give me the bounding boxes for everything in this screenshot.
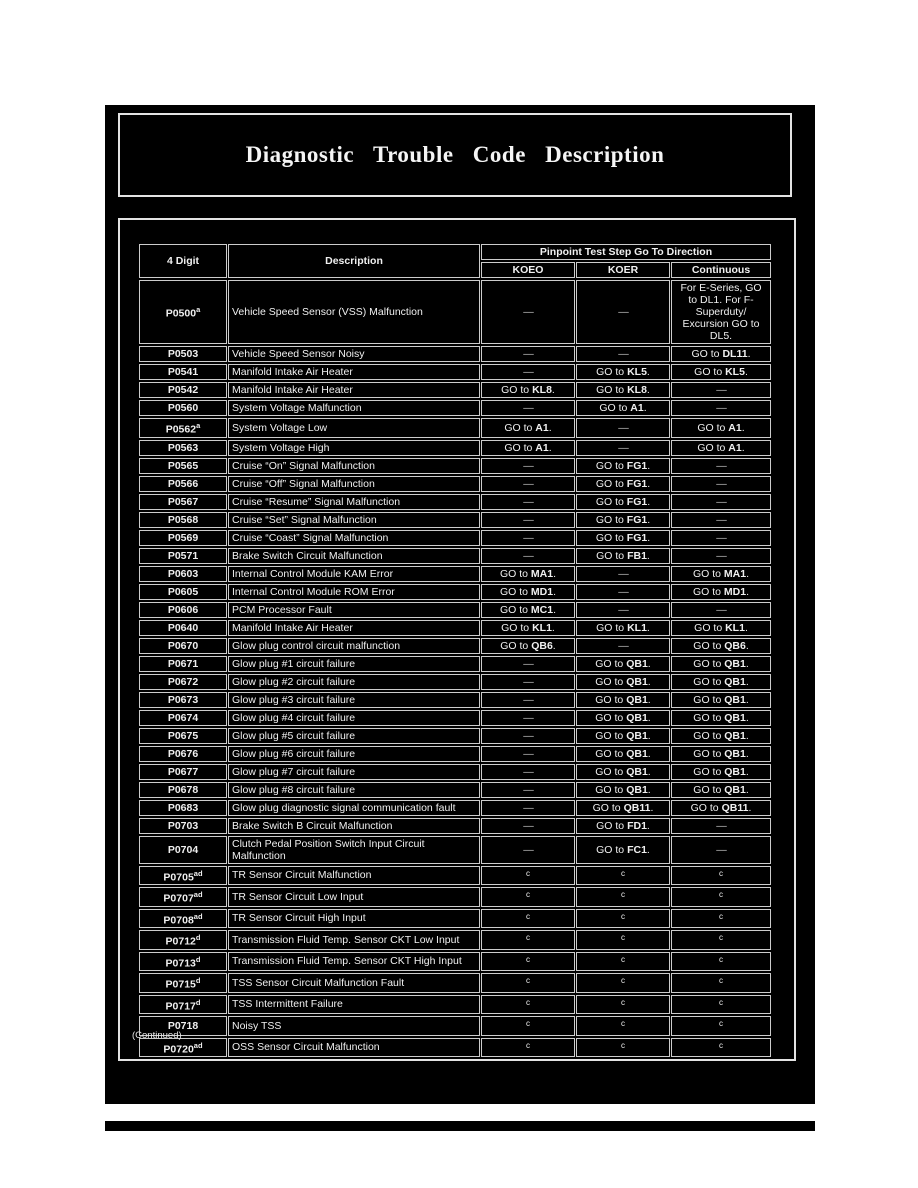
table-row	[139, 1016, 771, 1036]
continuous-cell: —	[671, 494, 771, 510]
table-row	[139, 494, 771, 510]
continuous-cell: c	[671, 995, 771, 1015]
code-cell: $P0705^{ad}$	[139, 866, 227, 886]
continuous-cell: c	[671, 1016, 771, 1036]
code-cell: P0703	[139, 818, 227, 834]
continuous-cell: GO to MA1.	[671, 566, 771, 582]
koer-cell: GO to KL5.	[576, 364, 670, 380]
code-cell: $P0720^{ad}$	[139, 1038, 227, 1058]
table-row	[139, 782, 771, 798]
description-cell: TR Sensor Circuit Low Input	[228, 887, 480, 907]
description-cell: Vehicle Speed Sensor (VSS) Malfunction	[228, 280, 480, 344]
description-cell: Manifold Intake Air Heater	[228, 620, 480, 636]
description-cell: Glow plug diagnostic signal communication fault	[228, 800, 480, 816]
code-cell: P0571	[139, 548, 227, 564]
koer-cell: c	[576, 887, 670, 907]
koer-cell: c	[576, 930, 670, 950]
koeo-cell: —	[481, 476, 575, 492]
description-cell: Transmission Fluid Temp. Sensor CKT High Input	[228, 952, 480, 972]
koer-cell: GO to A1.	[576, 400, 670, 416]
code-cell: P0670	[139, 638, 227, 654]
column-header-description: Description	[228, 244, 480, 278]
table-row	[139, 764, 771, 780]
description-cell: Internal Control Module KAM Error	[228, 566, 480, 582]
continuous-cell: GO to QB1.	[671, 746, 771, 762]
code-cell: P0566	[139, 476, 227, 492]
continuous-cell: GO to KL5.	[671, 364, 771, 380]
continuous-cell: c	[671, 909, 771, 929]
page-title: Diagnostic Trouble Code Description	[245, 142, 665, 167]
continuous-cell: GO to A1.	[671, 418, 771, 438]
koer-cell: c	[576, 866, 670, 886]
continuous-cell: —	[671, 458, 771, 474]
koer-cell: —	[576, 638, 670, 654]
description-cell: Internal Control Module ROM Error	[228, 584, 480, 600]
description-cell: Cruise “Resume” Signal Malfunction	[228, 494, 480, 510]
continuous-cell: —	[671, 548, 771, 564]
code-cell: P0541	[139, 364, 227, 380]
koer-cell: c	[576, 952, 670, 972]
table-row	[139, 952, 771, 972]
table-box	[118, 218, 796, 1061]
code-cell: P0569	[139, 530, 227, 546]
table-row	[139, 476, 771, 492]
table-row	[139, 800, 771, 816]
code-cell: P0676	[139, 746, 227, 762]
continuous-cell: c	[671, 952, 771, 972]
code-cell: P0567	[139, 494, 227, 510]
column-header-koeo: KOEO	[481, 262, 575, 278]
koeo-cell: —	[481, 458, 575, 474]
description-cell: Glow plug #4 circuit failure	[228, 710, 480, 726]
title-box	[118, 113, 792, 197]
continuous-cell: c	[671, 973, 771, 993]
koeo-cell: GO to QB6.	[481, 638, 575, 654]
continuous-cell: GO to QB1.	[671, 692, 771, 708]
column-header-code: 4 Digit	[139, 244, 227, 278]
koer-cell: c	[576, 995, 670, 1015]
description-cell: Glow plug #1 circuit failure	[228, 656, 480, 672]
table-row	[139, 458, 771, 474]
continuous-cell: GO to QB6.	[671, 638, 771, 654]
continuous-cell: —	[671, 530, 771, 546]
table-row	[139, 566, 771, 582]
table-row	[139, 836, 771, 864]
code-cell: P0500$^a$	[139, 280, 227, 344]
koeo-cell: —	[481, 364, 575, 380]
koeo-cell: c	[481, 909, 575, 929]
code-cell: P0674	[139, 710, 227, 726]
continuous-cell: GO to MD1.	[671, 584, 771, 600]
koer-cell: —	[576, 418, 670, 438]
continuous-cell: c	[671, 887, 771, 907]
koeo-cell: —	[481, 800, 575, 816]
koeo-cell: GO to KL1.	[481, 620, 575, 636]
code-cell: P0712$^d$	[139, 930, 227, 950]
code-cell: P0717$^d$	[139, 995, 227, 1015]
koer-cell: GO to QB1.	[576, 710, 670, 726]
koer-cell: —	[576, 584, 670, 600]
koeo-cell: —	[481, 494, 575, 510]
continuous-cell: —	[671, 602, 771, 618]
koer-cell: GO to QB1.	[576, 674, 670, 690]
code-cell: $P0708^{ad}$	[139, 909, 227, 929]
code-cell: P0560	[139, 400, 227, 416]
code-cell: P0683	[139, 800, 227, 816]
table-row	[139, 909, 771, 929]
koeo-cell: GO to MC1.	[481, 602, 575, 618]
koer-cell: —	[576, 566, 670, 582]
code-cell: P0715$^d$	[139, 973, 227, 993]
description-cell: OSS Sensor Circuit Malfunction	[228, 1038, 480, 1058]
table-row	[139, 973, 771, 993]
table-header-row-group	[139, 244, 771, 260]
continuous-cell: —	[671, 836, 771, 864]
koer-cell: GO to KL8.	[576, 382, 670, 398]
continuous-cell: —	[671, 512, 771, 528]
description-cell: Glow plug #3 circuit failure	[228, 692, 480, 708]
koeo-cell: c	[481, 866, 575, 886]
table-row	[139, 602, 771, 618]
koeo-cell: —	[481, 512, 575, 528]
code-cell: P0678	[139, 782, 227, 798]
code-cell: P0640	[139, 620, 227, 636]
continuous-cell: GO to QB1.	[671, 782, 771, 798]
koeo-cell: —	[481, 530, 575, 546]
continuous-cell: GO to QB11.	[671, 800, 771, 816]
koer-cell: c	[576, 973, 670, 993]
description-cell: TR Sensor Circuit High Input	[228, 909, 480, 929]
code-cell: P0568	[139, 512, 227, 528]
table-row	[139, 346, 771, 362]
koer-cell: GO to QB1.	[576, 728, 670, 744]
koeo-cell: —	[481, 548, 575, 564]
table-row	[139, 620, 771, 636]
description-cell: Glow plug control circuit malfunction	[228, 638, 480, 654]
koeo-cell: —	[481, 280, 575, 344]
koer-cell: c	[576, 1038, 670, 1058]
description-cell: Brake Switch B Circuit Malfunction	[228, 818, 480, 834]
koer-cell: —	[576, 280, 670, 344]
table-row	[139, 418, 771, 438]
code-cell: P0565	[139, 458, 227, 474]
continuous-cell: c	[671, 930, 771, 950]
koeo-cell: GO to A1.	[481, 418, 575, 438]
table-row	[139, 674, 771, 690]
koeo-cell: GO to KL8.	[481, 382, 575, 398]
koer-cell: GO to QB1.	[576, 656, 670, 672]
koeo-cell: c	[481, 887, 575, 907]
code-cell: P0704	[139, 836, 227, 864]
dtc-table	[138, 242, 772, 1059]
koeo-cell: —	[481, 728, 575, 744]
table-row	[139, 656, 771, 672]
koeo-cell: GO to MD1.	[481, 584, 575, 600]
koer-cell: GO to QB1.	[576, 764, 670, 780]
description-cell: System Voltage Malfunction	[228, 400, 480, 416]
table-row	[139, 280, 771, 344]
code-cell: P0605	[139, 584, 227, 600]
continuous-cell: GO to QB1.	[671, 674, 771, 690]
table-row	[139, 710, 771, 726]
table-row	[139, 530, 771, 546]
footer-divider-bar	[105, 1121, 815, 1131]
code-cell: P0606	[139, 602, 227, 618]
description-cell: Glow plug #7 circuit failure	[228, 764, 480, 780]
code-cell: P0718	[139, 1016, 227, 1036]
code-cell: P0563	[139, 440, 227, 456]
koer-cell: GO to FG1.	[576, 530, 670, 546]
description-cell: Cruise “Set” Signal Malfunction	[228, 512, 480, 528]
table-row	[139, 866, 771, 886]
table-row	[139, 512, 771, 528]
koer-cell: c	[576, 909, 670, 929]
code-cell: P0562$^a$	[139, 418, 227, 438]
code-cell: P0603	[139, 566, 227, 582]
column-header-koer: KOER	[576, 262, 670, 278]
koer-cell: GO to FG1.	[576, 476, 670, 492]
continuous-cell: GO to A1.	[671, 440, 771, 456]
continuous-cell: c	[671, 866, 771, 886]
code-cell: P0677	[139, 764, 227, 780]
table-row	[139, 746, 771, 762]
continuous-cell: GO to QB1.	[671, 656, 771, 672]
table-row	[139, 638, 771, 654]
koer-cell: —	[576, 602, 670, 618]
koer-cell: GO to QB11.	[576, 800, 670, 816]
description-cell: System Voltage High	[228, 440, 480, 456]
description-cell: Manifold Intake Air Heater	[228, 382, 480, 398]
table-row	[139, 548, 771, 564]
koeo-cell: —	[481, 656, 575, 672]
continuous-cell: —	[671, 382, 771, 398]
description-cell: TSS Intermittent Failure	[228, 995, 480, 1015]
table-row	[139, 692, 771, 708]
scanned-page	[105, 105, 815, 1104]
koeo-cell: —	[481, 710, 575, 726]
koeo-cell: c	[481, 1016, 575, 1036]
table-row	[139, 818, 771, 834]
koer-cell: —	[576, 440, 670, 456]
code-cell: $P0707^{ad}$	[139, 887, 227, 907]
code-cell: P0673	[139, 692, 227, 708]
description-cell: Manifold Intake Air Heater	[228, 364, 480, 380]
description-cell: Clutch Pedal Position Switch Input Circuit Malfunction	[228, 836, 480, 864]
koeo-cell: c	[481, 1038, 575, 1058]
table-row	[139, 887, 771, 907]
continuous-cell: —	[671, 400, 771, 416]
table-row	[139, 440, 771, 456]
table-row	[139, 584, 771, 600]
column-header-continuous: Continuous	[671, 262, 771, 278]
koer-cell: GO to QB1.	[576, 692, 670, 708]
koeo-cell: —	[481, 692, 575, 708]
koer-cell: GO to FG1.	[576, 494, 670, 510]
table-body	[139, 280, 771, 1057]
description-cell: TR Sensor Circuit Malfunction	[228, 866, 480, 886]
continued-note: (Continued)	[132, 1030, 182, 1041]
continuous-cell: GO to QB1.	[671, 710, 771, 726]
table-row	[139, 995, 771, 1015]
koer-cell: GO to FG1.	[576, 512, 670, 528]
description-cell: Glow plug #8 circuit failure	[228, 782, 480, 798]
koeo-cell: —	[481, 836, 575, 864]
description-cell: Brake Switch Circuit Malfunction	[228, 548, 480, 564]
koeo-cell: —	[481, 746, 575, 762]
description-cell: TSS Sensor Circuit Malfunction Fault	[228, 973, 480, 993]
continuous-cell: c	[671, 1038, 771, 1058]
description-cell: Glow plug #5 circuit failure	[228, 728, 480, 744]
description-cell: PCM Processor Fault	[228, 602, 480, 618]
koer-cell: GO to QB1.	[576, 782, 670, 798]
description-cell: Transmission Fluid Temp. Sensor CKT Low Input	[228, 930, 480, 950]
koer-cell: GO to KL1.	[576, 620, 670, 636]
continuous-cell: GO to KL1.	[671, 620, 771, 636]
continuous-cell: GO to QB1.	[671, 764, 771, 780]
continuous-cell: For E-Series, GO to DL1. For F-Superduty/ Excursion GO to DL5.	[671, 280, 771, 344]
koeo-cell: GO to A1.	[481, 440, 575, 456]
koer-cell: GO to FC1.	[576, 836, 670, 864]
table-row	[139, 364, 771, 380]
description-cell: Glow plug #6 circuit failure	[228, 746, 480, 762]
koeo-cell: c	[481, 952, 575, 972]
koeo-cell: —	[481, 818, 575, 834]
koeo-cell: c	[481, 930, 575, 950]
description-cell: Vehicle Speed Sensor Noisy	[228, 346, 480, 362]
table-row	[139, 1038, 771, 1058]
continuous-cell: GO to DL11.	[671, 346, 771, 362]
table-row	[139, 400, 771, 416]
koer-cell: GO to FB1.	[576, 548, 670, 564]
koer-cell: GO to FG1.	[576, 458, 670, 474]
description-cell: System Voltage Low	[228, 418, 480, 438]
code-cell: P0503	[139, 346, 227, 362]
koer-cell: GO to QB1.	[576, 746, 670, 762]
description-cell: Cruise “Coast” Signal Malfunction	[228, 530, 480, 546]
description-cell: Cruise “On” Signal Malfunction	[228, 458, 480, 474]
koer-cell: —	[576, 346, 670, 362]
koeo-cell: —	[481, 782, 575, 798]
description-cell: Noisy TSS	[228, 1016, 480, 1036]
table-row	[139, 930, 771, 950]
code-cell: P0542	[139, 382, 227, 398]
continuous-cell: GO to QB1.	[671, 728, 771, 744]
table-row	[139, 382, 771, 398]
koeo-cell: —	[481, 674, 575, 690]
koeo-cell: —	[481, 400, 575, 416]
code-cell: P0671	[139, 656, 227, 672]
koeo-cell: GO to MA1.	[481, 566, 575, 582]
koeo-cell: c	[481, 995, 575, 1015]
continuous-cell: —	[671, 818, 771, 834]
koer-cell: c	[576, 1016, 670, 1036]
koeo-cell: —	[481, 346, 575, 362]
column-header-pinpoint-group: Pinpoint Test Step Go To Direction	[481, 244, 771, 260]
table-row	[139, 728, 771, 744]
koer-cell: GO to FD1.	[576, 818, 670, 834]
koeo-cell: —	[481, 764, 575, 780]
description-cell: Glow plug #2 circuit failure	[228, 674, 480, 690]
koeo-cell: c	[481, 973, 575, 993]
code-cell: P0675	[139, 728, 227, 744]
code-cell: P0713$^d$	[139, 952, 227, 972]
description-cell: Cruise “Off” Signal Malfunction	[228, 476, 480, 492]
continuous-cell: —	[671, 476, 771, 492]
code-cell: P0672	[139, 674, 227, 690]
